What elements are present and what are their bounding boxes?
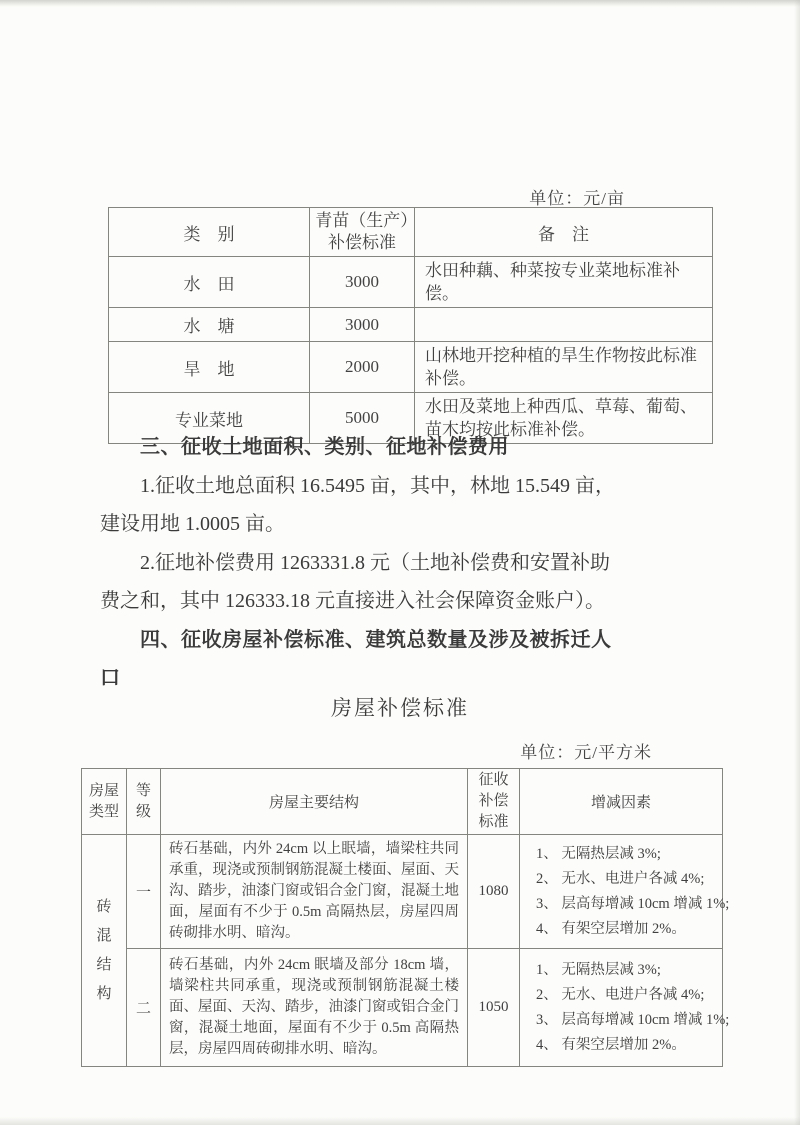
house-factors	[520, 835, 730, 949]
crop-standard: 3000	[310, 257, 415, 308]
factor-line: 3、 层高每增减 10cm 增减 1%;	[536, 895, 730, 912]
scan-artifact-right	[794, 0, 800, 1125]
crop-category: 水 田	[109, 257, 310, 308]
crop-category: 水 塘	[109, 308, 310, 342]
crop-header-remark: 备 注	[415, 208, 713, 257]
table-row	[109, 342, 713, 393]
house-header-grade-label: 等级	[135, 782, 151, 820]
house-standard: 1050	[468, 949, 520, 1067]
factor-line: 4、 有架空层增加 2%。	[536, 1036, 686, 1053]
crop-remark: 山林地开挖种植的旱生作物按此标准补偿。	[415, 342, 713, 393]
factor-line: 2、 无水、电进户各减 4%;	[536, 986, 705, 1003]
crop-table-unit-label: 单位：元/亩	[529, 189, 625, 208]
factor-line: 3、 层高每增减 10cm 增减 1%;	[536, 1011, 730, 1028]
crop-standard: 3000	[310, 308, 415, 342]
paragraph-line: 1.征收土地总面积 16.5495 亩，其中，林地 15.549 亩，	[140, 474, 615, 497]
scan-artifact-top	[0, 0, 800, 7]
body-text-block	[100, 428, 712, 698]
house-factors	[520, 949, 730, 1067]
crop-header-standard: 青苗（生产）补偿标准	[310, 208, 415, 257]
paragraph-line: 2.征地补偿费用 1263331.8 元（土地补偿费和安置补助	[140, 551, 610, 574]
house-table-header-row	[82, 769, 723, 835]
factor-line: 2、 无水、电进户各减 4%;	[536, 870, 705, 887]
section-heading-4: 四、征收房屋补偿标准、建筑总数量及涉及被拆迁人	[140, 628, 612, 651]
factor-line: 1、 无隔热层减 3%;	[536, 845, 661, 862]
house-compensation-table	[81, 768, 730, 1067]
crop-standard: 2000	[310, 342, 415, 393]
crop-table-header-row	[109, 208, 713, 257]
crop-remark: 水田及菜地上种西瓜、草莓、葡萄、苗木均按此标准补偿。	[415, 393, 713, 444]
house-structure: 砖石基础，内外 24cm 以上眠墙，墙梁柱共同承重，现浇或预制钢筋混凝土楼面、屋面、天沟、踏步，油漆门窗或铝合金门窗，混凝土地面，屋面有不少于 0.5m 高隔热层，房屋四周砖砌排水明、暗沟。	[161, 835, 468, 949]
house-standard: 1080	[468, 835, 520, 949]
factor-line: 4、 有架空层增加 2%。	[536, 920, 686, 937]
house-header-standard-label: 征收补偿标准	[478, 772, 509, 830]
house-structure: 砖石基础，内外 24cm 眠墙及部分 18cm 墙，墙梁柱共同承重，现浇或预制钢筋混凝土楼面、屋面、天沟、踏步，油漆门窗或铝合金门窗，混凝土地面，屋面有不少于 0.5m 高隔热层，房屋四周砖砌排水明、暗沟。	[161, 949, 468, 1067]
table-row	[109, 257, 713, 308]
paragraph-line: 建设用地 1.0005 亩。	[100, 513, 285, 535]
house-type-group-cell	[82, 835, 127, 1067]
house-header-type	[82, 769, 127, 835]
factor-line: 1、 无隔热层减 3%;	[536, 961, 661, 978]
crop-category: 专业菜地	[109, 393, 310, 444]
house-header-structure: 房屋主要结构	[161, 769, 468, 835]
crop-standard: 5000	[310, 393, 415, 444]
house-header-grade	[127, 769, 161, 835]
crop-remark	[415, 308, 713, 342]
table-row	[82, 835, 723, 949]
house-header-standard	[468, 769, 520, 835]
house-grade: 二	[127, 949, 161, 1067]
paragraph-line: 费之和，其中 126333.18 元直接进入社会保障资金账户）。	[100, 590, 605, 612]
section-heading-3: 三、征收土地面积、类别、征地补偿费用	[140, 436, 509, 458]
house-table-unit-label: 单位：元/平方米	[520, 743, 652, 762]
scan-artifact-bottom	[0, 1117, 800, 1125]
section-heading-4-cont: 口	[100, 667, 121, 689]
crop-header-category: 类 别	[109, 208, 310, 257]
crop-compensation-table	[108, 207, 713, 444]
crop-remark: 水田种藕、种菜按专业菜地标准补偿。	[415, 257, 713, 308]
house-header-type-label: 房屋类型	[88, 782, 119, 820]
table-row	[82, 949, 723, 1067]
house-type-group-label: 砖混结构	[96, 898, 112, 1002]
house-grade: 一	[127, 835, 161, 949]
crop-category: 旱 地	[109, 342, 310, 393]
house-table-title: 房屋补偿标准	[331, 696, 469, 720]
house-header-factors: 增减因素	[520, 769, 723, 835]
table-row	[109, 308, 713, 342]
